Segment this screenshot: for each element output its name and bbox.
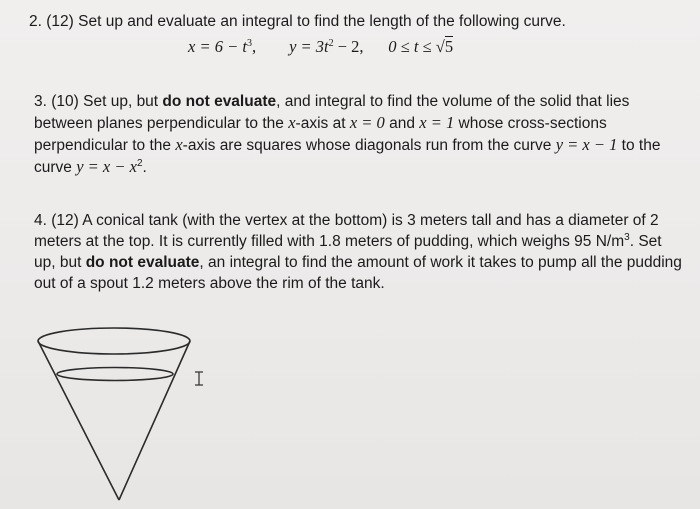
problem-3-text-h: . [142, 159, 147, 176]
problem-3-x1: x [288, 113, 296, 132]
eq-y: y = 3t [289, 37, 329, 56]
problem-4-text-b: . Set up, but [34, 233, 662, 271]
eq-x-exponent: 3 [246, 38, 252, 49]
problem-3-curve-1: y = x − 1 [555, 135, 618, 154]
text-cursor-icon [195, 372, 203, 385]
eq-y-exponent: 2 [328, 38, 334, 49]
problem-3-text-g: to the curve [34, 137, 661, 176]
pudding-level-ellipse [57, 368, 173, 381]
problem-3-x-eq-1: x = 1 [419, 113, 455, 132]
problem-4-text-c: , an integral to find the amount of work it takes to pump all the pudding out of a spout 1.2 meters above the rim of the tank. [34, 254, 682, 292]
problem-4-unit-exponent: 3 [624, 232, 630, 243]
problem-3-x-eq-0: x = 0 [349, 113, 385, 132]
problem-3-text-b: , and integral to find the volume of the solid that lies between planes perpendicular to the [34, 93, 630, 132]
eq-range-radicand: 5 [444, 37, 454, 56]
problem-3-number: 3. [34, 93, 47, 110]
eq-x-tail: , [251, 37, 257, 56]
problem-3-bold: do not evaluate [162, 93, 277, 110]
eq-x: x = 6 − t [188, 37, 247, 56]
problem-4-number: 4. [34, 212, 47, 229]
cone-left-side [38, 341, 119, 500]
eq-range: 0 ≤ t ≤ √ [388, 37, 445, 56]
problem-3-text-a: Set up, but [83, 93, 163, 110]
cone-outline [38, 328, 190, 500]
problem-3-text-d: and [384, 115, 420, 132]
problem-3-x2: x [175, 135, 183, 154]
problem-3-text-e: whose cross-sections perpendicular to the [34, 115, 607, 154]
problem-3-text-f: -axis are squares whose diagonals run from the curve [182, 137, 556, 154]
problem-2-number: 2. [29, 13, 42, 30]
problem-4-bold: do not evaluate [85, 254, 200, 271]
problem-3-points: (10) [51, 93, 79, 110]
eq-y-tail: − 2, [333, 37, 364, 56]
problem-2-points: (12) [46, 13, 74, 30]
cone-rim-ellipse [38, 328, 190, 354]
cone-right-side [119, 341, 190, 500]
problem-4-points: (12) [51, 212, 79, 229]
problem-4-text-a: A conical tank (with the vertex at the bottom) is 3 meters tall and has a diameter of 2 meters at the top. It is currently filled with 1.8 meters of pudding, which weighs 95 N/m [34, 212, 659, 250]
problem-3-curve-2-exponent: 2 [136, 158, 143, 169]
problem-2-text: Set up and evaluate an integral to find the length of the following curve. [78, 13, 566, 30]
problem-3-curve-2: y = x − x [76, 157, 137, 176]
problem-3-text-c: -axis at [295, 115, 350, 132]
